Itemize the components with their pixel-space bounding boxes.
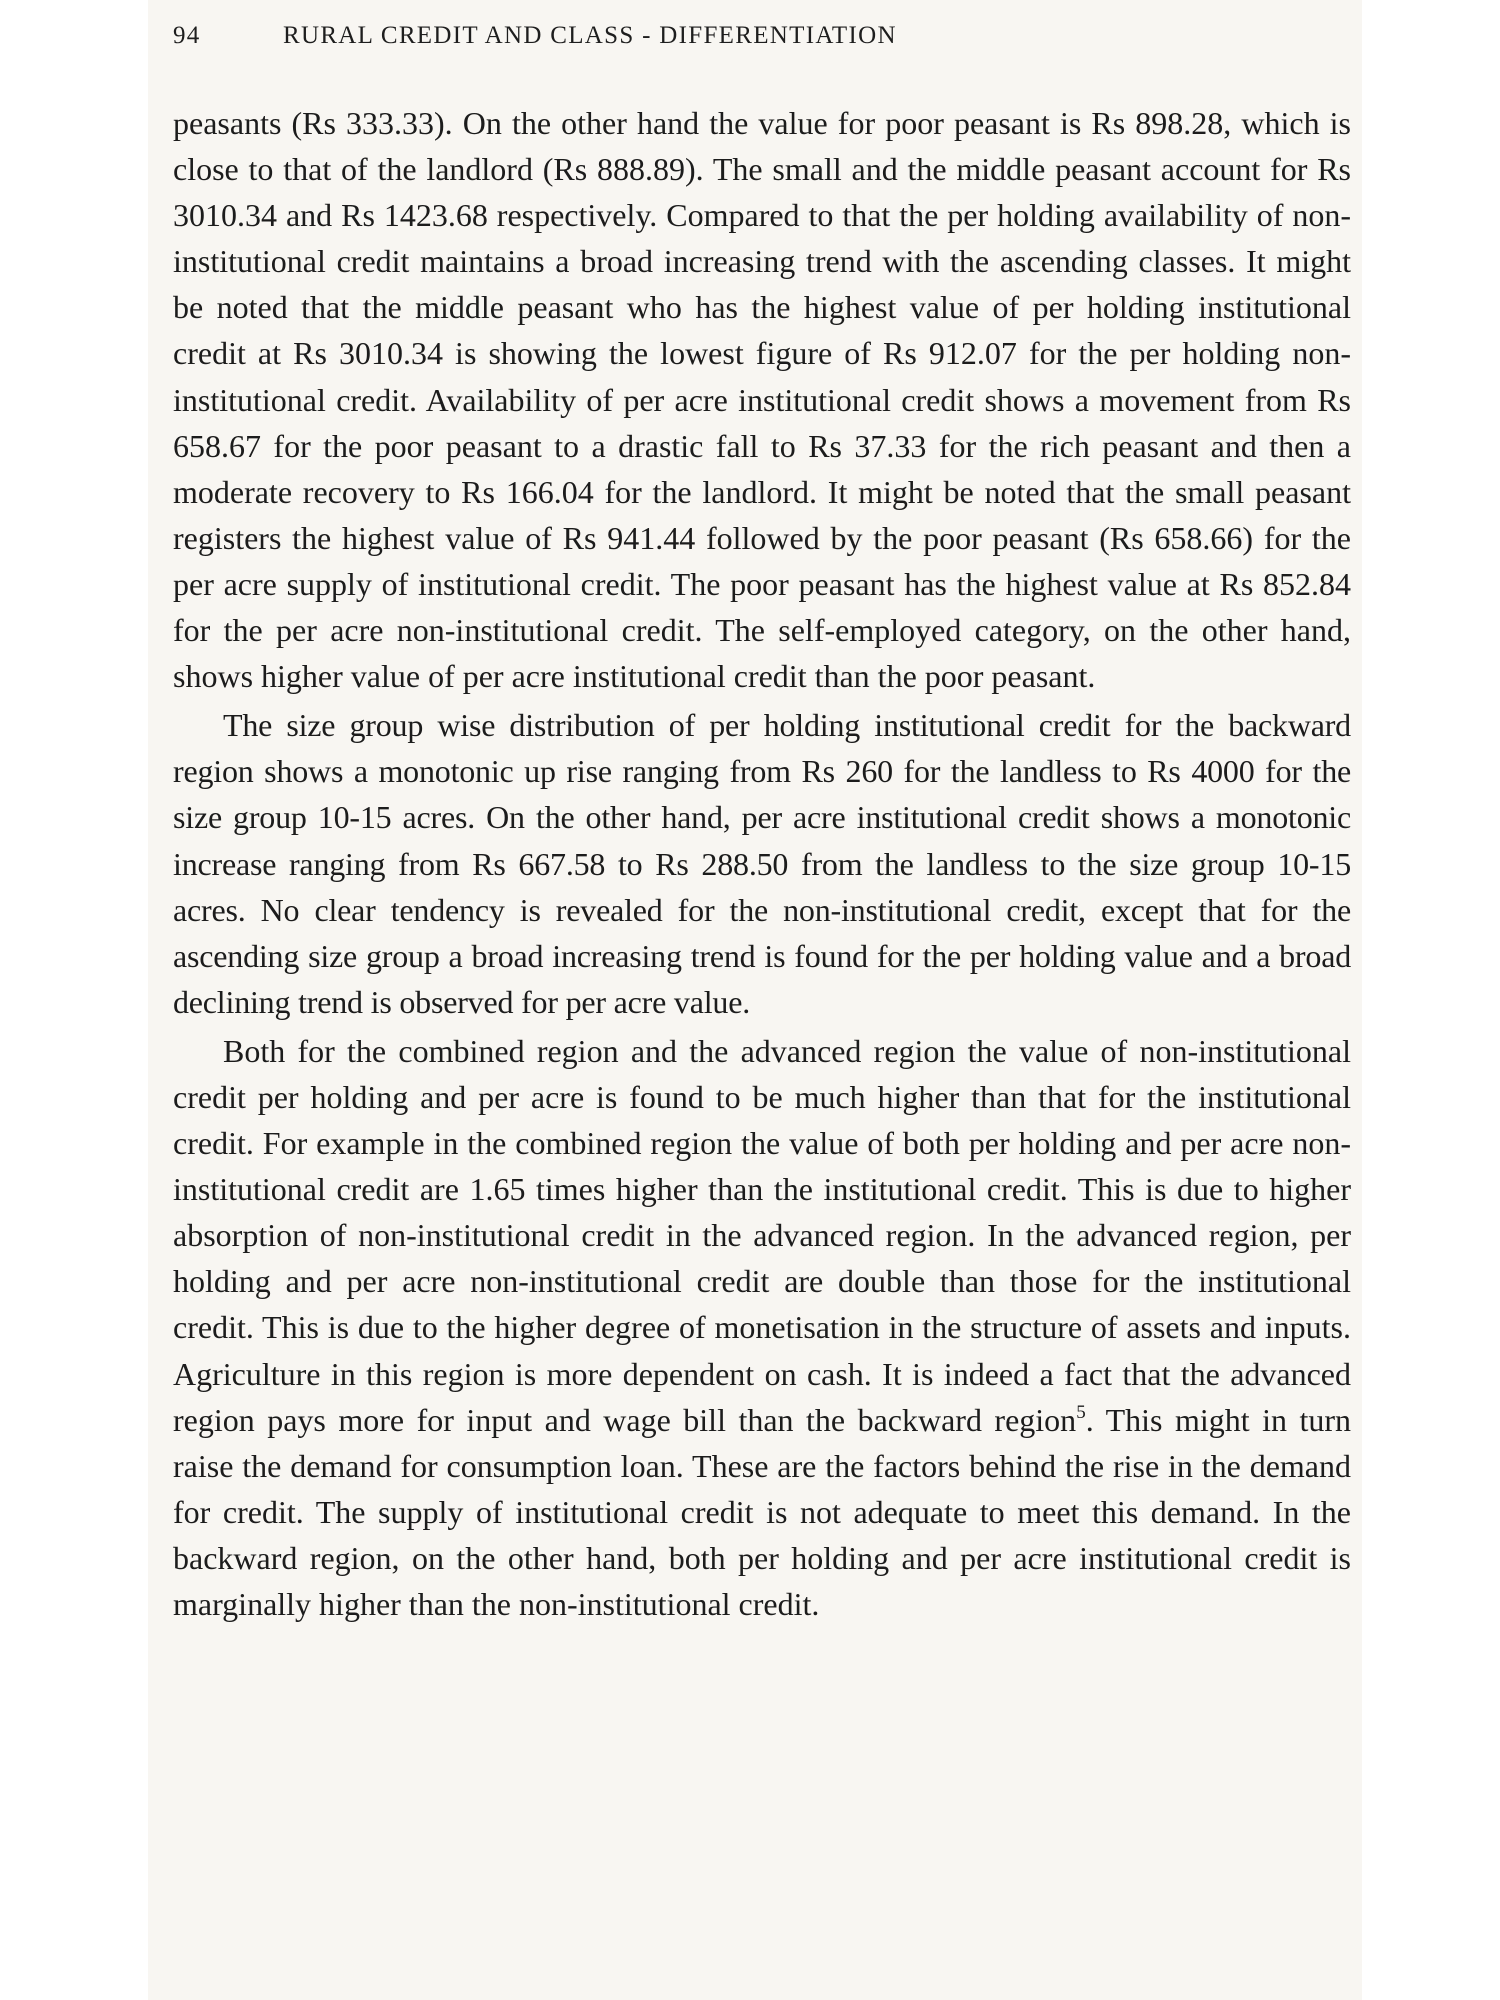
body-text <box>173 100 1351 1630</box>
footnote-marker: 5 <box>1076 1401 1086 1423</box>
paragraph-1: peasants (Rs 333.33). On the other hand the value for poor peasant is Rs 898.28, which is close to that of the landlord (Rs 888.89). The small and the middle peasant account for Rs 3010.34 and Rs 1423.68 respectively. Compared to that the per holding availability of non-institutional credit maintains a broad increasing trend with the ascending classes. It might be noted that the middle peasant who has the highest value of per holding institutional credit at Rs 3010.34 is showing the lowest figure of Rs 912.07 for the per holding non-institutional credit. Availability of per acre institutional credit shows a movement from Rs 658.67 for the poor peasant to a drastic fall to Rs 37.33 for the rich peasant and then a moderate recovery to Rs 166.04 for the landlord. It might be noted that the small peasant registers the highest value of Rs 941.44 followed by the poor peasant (Rs 658.66) for the per acre supply of institutional credit. The poor peasant has the highest value at Rs 852.84 for the per acre non-institutional credit. The self-employed category, on the other hand, shows higher value of per acre institutional credit than the poor peasant. <box>173 105 1351 695</box>
paragraph-3 <box>173 1028 1351 1627</box>
book-page <box>148 0 1362 2000</box>
running-title: RURAL CREDIT AND CLASS - DIFFERENTIATION <box>283 22 897 49</box>
paragraph-2: The size group wise distribution of per holding institutional credit for the backward region shows a monotonic up rise ranging from Rs 260 for the landless to Rs 4000 for the size group 10-15 acres. On the other hand, per acre institutional credit shows a monotonic increase ranging from Rs 667.58 to Rs 288.50 from the landless to the size group 10-15 acres. No clear tendency is revealed for the non-institutional credit, except that for the ascending size group a broad increasing trend is found for the per holding value and a broad declining trend is observed for per acre value. <box>173 707 1351 1020</box>
page-header <box>173 22 1353 62</box>
page-number: 94 <box>173 22 201 49</box>
paragraph-3-text-end: . This might in turn raise the demand for consumption loan. These are the factors behind the rise in the demand for credit. The supply of institutional credit is not adequate to meet this demand. In the backward region, on the other hand, both per holding and per acre institutional credit is marginally higher than the non-institutional credit. <box>173 1401 1352 1622</box>
paragraph-3-text-start: Both for the combined region and the advanced region the value of non-institutional credit per holding and per acre is found to be much higher than that for the institutional credit. For example in the combined region the value of both per holding and per acre non-institutional credit are 1.65 times higher than the institutional credit. This is due to higher absorption of non-institutional credit in the advanced region. In the advanced region, per holding and per acre non-institutional credit are double than those for the institutional credit. This is due to the higher degree of monetisation in the structure of assets and inputs. Agriculture in this region is more dependent on cash. It is indeed a fact that the advanced region pays more for input and wage bill than the backward region <box>173 1032 1351 1438</box>
